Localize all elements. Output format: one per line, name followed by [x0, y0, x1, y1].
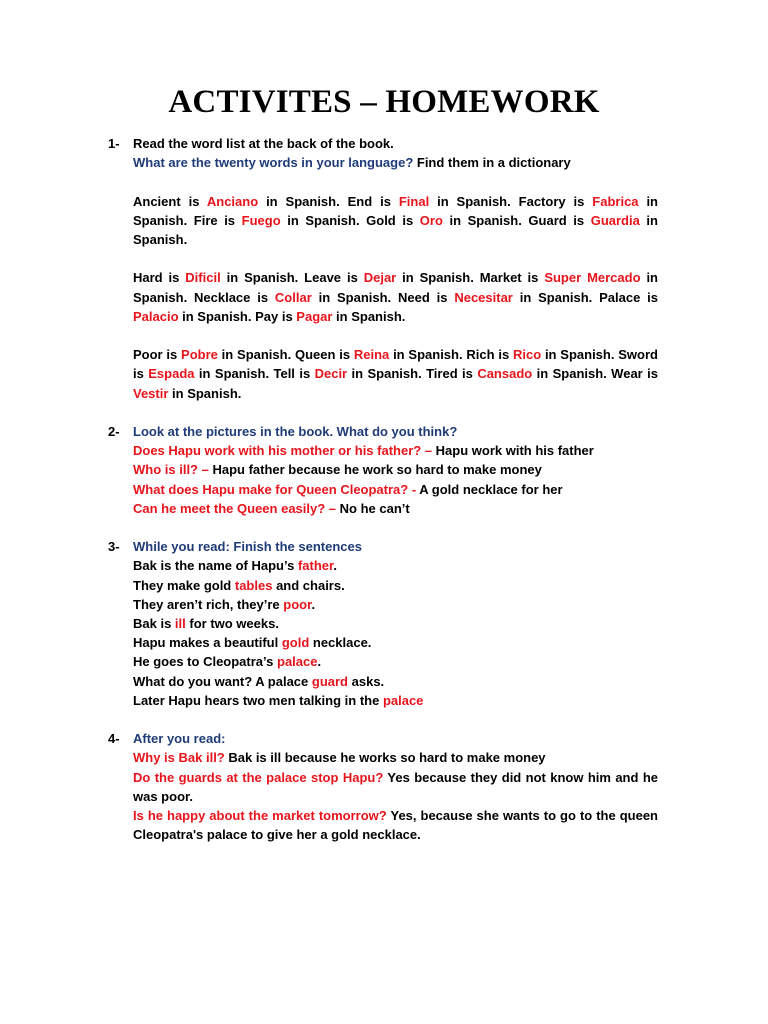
section-1: [108, 134, 658, 403]
text-run: gold: [281, 635, 310, 651]
text-run: in Spanish. Palace is: [512, 289, 659, 305]
text-run: in Spanish. Rich is: [389, 347, 513, 363]
homework-content: [108, 134, 658, 844]
text-run: Guardia: [590, 212, 640, 228]
section-number: 2-: [108, 423, 120, 439]
text-run: asks.: [348, 673, 385, 689]
text-run: Hapu work with his father: [432, 443, 594, 459]
text-line: [133, 480, 658, 499]
text-run: Dificil: [185, 270, 221, 286]
text-run: in Spanish. Tell is: [194, 366, 315, 382]
text-run: in Spanish. Sword is: [133, 347, 658, 382]
section-number: 3-: [108, 539, 120, 555]
text-run: in Spanish.: [133, 212, 658, 247]
text-line: [133, 499, 658, 518]
text-run: Why is Bak ill?: [133, 750, 225, 766]
text-run: Yes, because she wants to go to the queen Cleopatra's palace to give her a gold necklace.: [133, 808, 659, 843]
text-run: in Spanish. Market is: [396, 270, 545, 286]
text-run: What does Hapu make for Queen Cleopatra? -: [133, 481, 417, 497]
text-line: [133, 614, 658, 633]
text-run: Hard is: [133, 270, 186, 286]
text-run: After you read:: [133, 731, 226, 747]
text-run: What do you want? A palace: [133, 673, 312, 689]
text-line: [133, 633, 658, 652]
text-run: poor: [283, 596, 312, 612]
vocabulary-paragraph: [133, 345, 658, 403]
text-run: in Spanish. Factory is: [429, 193, 593, 209]
text-run: Who is ill? –: [133, 462, 209, 478]
text-run: Fuego: [241, 212, 281, 228]
answer-paragraph: [133, 806, 658, 844]
text-run: Super Mercado: [544, 270, 641, 286]
text-run: in Spanish. Fire is: [133, 193, 658, 228]
text-run: Cansado: [477, 366, 533, 382]
text-run: Espada: [148, 366, 195, 382]
text-run: Bak is the name of Hapu’s: [133, 558, 298, 574]
text-run: What are the twenty words in your language?: [133, 155, 414, 171]
text-line: [133, 729, 658, 748]
section-number: 4-: [108, 731, 120, 747]
text-run: Find them in a dictionary: [413, 155, 571, 171]
text-run: in Spanish.: [168, 385, 242, 401]
text-line: [133, 134, 658, 153]
text-line: [133, 595, 658, 614]
text-run: No he can’t: [336, 500, 410, 516]
text-run: and chairs.: [272, 577, 345, 593]
text-run: Hapu makes a beautiful: [133, 635, 282, 651]
text-run: Bak is ill because he works so hard to make money: [224, 750, 546, 766]
text-run: Fabrica: [592, 193, 639, 209]
vocabulary-paragraph: [133, 192, 658, 250]
text-line: [133, 672, 658, 691]
text-run: .: [311, 596, 316, 612]
text-run: in Spanish. Gold is: [280, 212, 420, 228]
text-run: in Spanish. Need is: [311, 289, 455, 305]
answer-paragraph: [133, 768, 658, 806]
text-run: Read the word list at the back of the book.: [133, 136, 394, 151]
text-run: Vestir: [133, 385, 169, 401]
text-run: Bak is: [133, 616, 175, 631]
text-run: Does Hapu work with his mother or his father? –: [133, 443, 433, 459]
text-run: He goes to Cleopatra’s: [133, 654, 277, 670]
text-run: father: [297, 558, 334, 574]
text-run: Hapu father because he work so hard to make money: [208, 462, 542, 478]
text-run: Later Hapu hears two men talking in the: [133, 692, 383, 708]
text-run: While you read: Finish the sentences: [133, 539, 362, 555]
text-run: .: [333, 558, 337, 574]
text-line: [133, 556, 658, 575]
section-number: 1-: [108, 136, 120, 151]
text-run: .: [317, 654, 322, 670]
text-line: [133, 691, 658, 710]
text-run: Yes because they did not know him and he was poor.: [133, 769, 658, 804]
vocabulary-paragraph: [133, 268, 658, 326]
text-run: palace: [382, 692, 424, 708]
text-run: Oro: [419, 212, 443, 228]
text-run: Poor is: [133, 347, 182, 363]
text-run: Ancient is: [133, 193, 207, 209]
text-run: Decir: [314, 366, 348, 382]
text-run: in Spanish. Wear is: [532, 366, 658, 382]
section-3: [108, 537, 658, 710]
text-line: [133, 422, 658, 441]
text-run: in Spanish. Tired is: [347, 366, 478, 382]
text-run: Necesitar: [454, 289, 513, 305]
text-run: palace: [277, 654, 318, 670]
text-run: Is he happy about the market tomorrow?: [133, 808, 387, 824]
text-run: Look at the pictures in the book. What do you think?: [133, 423, 458, 439]
text-run: ill: [174, 616, 186, 631]
text-line: [133, 652, 658, 671]
text-line: [133, 748, 658, 767]
text-run: in Spanish. End is: [258, 193, 399, 209]
text-run: Final: [398, 193, 430, 209]
text-run: in Spanish. Pay is: [178, 308, 297, 324]
section-2: [108, 422, 658, 518]
text-line: [133, 537, 658, 556]
text-run: Anciano: [206, 193, 259, 209]
text-run: in Spanish. Necklace is: [133, 270, 658, 305]
text-run: They make gold: [133, 577, 235, 593]
text-run: Do the guards at the palace stop Hapu?: [133, 769, 384, 785]
text-run: tables: [234, 577, 273, 593]
text-run: Collar: [274, 289, 312, 305]
text-run: Can he meet the Queen easily? –: [133, 500, 337, 516]
text-run: Dejar: [363, 270, 397, 286]
text-run: Pagar: [296, 308, 333, 324]
text-run: They aren’t rich, they’re: [133, 596, 284, 612]
text-run: necklace.: [309, 635, 372, 651]
text-line: [133, 460, 658, 479]
text-run: Rico: [512, 347, 542, 363]
text-run: Palacio: [133, 308, 179, 324]
text-line: [133, 441, 658, 460]
text-run: in Spanish. Queen is: [217, 347, 354, 363]
text-run: A gold necklace for her: [416, 481, 563, 497]
text-run: guard: [311, 673, 349, 689]
text-run: in Spanish.: [332, 308, 406, 324]
text-run: for two weeks.: [185, 616, 279, 631]
text-run: in Spanish. Leave is: [220, 270, 364, 286]
text-run: Reina: [353, 347, 390, 363]
text-run: in Spanish. Guard is: [442, 212, 591, 228]
text-line: [133, 153, 658, 172]
text-run: Pobre: [181, 347, 218, 363]
text-line: [133, 576, 658, 595]
page-title: ACTIVITES – HOMEWORK: [168, 84, 600, 120]
section-4: [108, 729, 658, 844]
